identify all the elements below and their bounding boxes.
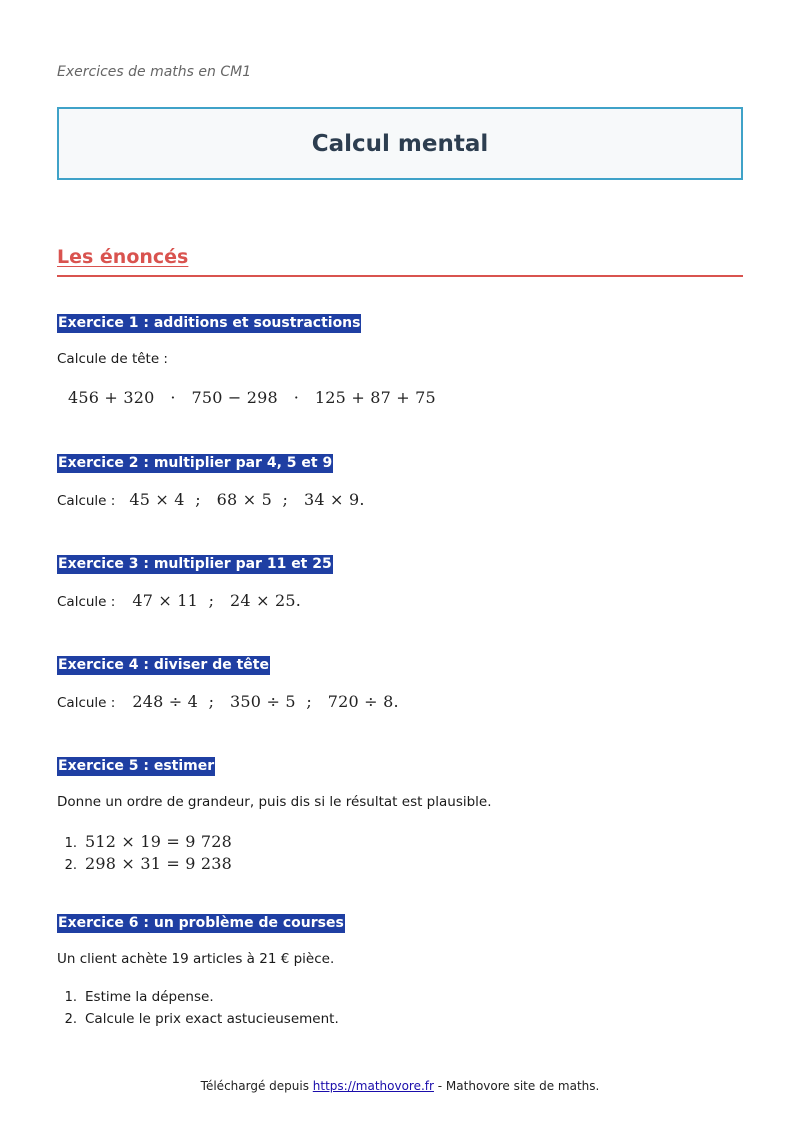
list-item	[37, 832, 232, 854]
footer-prefix: Téléchargé depuis	[200, 1079, 313, 1093]
exercise-4-math: 248 ÷ 4 ; 350 ÷ 5 ; 720 ÷ 8.	[132, 692, 399, 711]
title-box	[57, 107, 743, 180]
footer-link[interactable]: https://mathovore.fr	[312, 1079, 434, 1093]
exercise-5-intro: Donne un ordre de grandeur, puis dis si le résultat est plausible.	[57, 794, 492, 810]
exercise-6-intro: Un client achète 19 articles à 21 € pièce.	[57, 951, 335, 967]
list-item	[47, 1011, 339, 1033]
list-math: 512 × 19 = 9 728	[85, 832, 233, 851]
list-number: 1.	[64, 836, 77, 851]
list-item	[47, 989, 339, 1011]
section-title: Les énoncés	[57, 246, 189, 268]
exercise-4-row	[57, 692, 399, 711]
exercise-4-intro: Calcule :	[57, 695, 116, 711]
exercise-2-row	[57, 490, 365, 509]
exercise-1-math: 456 + 320 · 750 − 298 · 125 + 87 + 75	[68, 388, 436, 407]
list-number: 2.	[64, 858, 77, 873]
exercise-title: Exercice 1 : additions et soustractions	[58, 315, 361, 331]
exercise-2-math: 45 × 4 ; 68 × 5 ; 34 × 9.	[129, 490, 365, 509]
list-number: 1.	[64, 990, 77, 1005]
list-text: Calcule le prix exact astucieusement.	[85, 1011, 339, 1027]
exercise-title: Exercice 4 : diviser de tête	[58, 657, 269, 673]
page-footer	[0, 1079, 800, 1093]
list-math: 298 × 31 = 9 238	[85, 854, 233, 873]
exercise-title: Exercice 2 : multiplier par 4, 5 et 9	[58, 455, 333, 471]
exercise-title: Exercice 6 : un problème de courses	[58, 915, 344, 931]
exercise-title: Exercice 3 : multiplier par 11 et 25	[58, 556, 332, 572]
document-subtitle: Exercices de maths en CM1	[57, 64, 252, 80]
exercise-4	[57, 654, 743, 675]
list-text: Estime la dépense.	[85, 989, 214, 1005]
list-number: 2.	[64, 1012, 77, 1027]
exercise-6	[57, 912, 743, 933]
document-page	[57, 0, 743, 1132]
exercise-5-list	[37, 832, 232, 876]
exercise-2-intro: Calcule :	[57, 493, 116, 509]
list-item	[37, 854, 232, 876]
footer-suffix: - Mathovore site de maths.	[433, 1079, 600, 1093]
exercise-3-intro: Calcule :	[57, 594, 116, 610]
exercise-2	[57, 452, 743, 473]
exercise-3	[57, 553, 743, 574]
exercise-6-list	[47, 989, 339, 1033]
page-title: Calcul mental	[311, 130, 489, 157]
exercise-1-intro: Calcule de tête :	[57, 351, 168, 367]
exercise-3-row	[57, 591, 301, 610]
section-header	[57, 246, 743, 277]
exercise-3-math: 47 × 11 ; 24 × 25.	[132, 591, 302, 610]
exercise-1	[57, 312, 743, 333]
exercise-title: Exercice 5 : estimer	[58, 758, 215, 774]
exercise-5	[57, 755, 743, 776]
